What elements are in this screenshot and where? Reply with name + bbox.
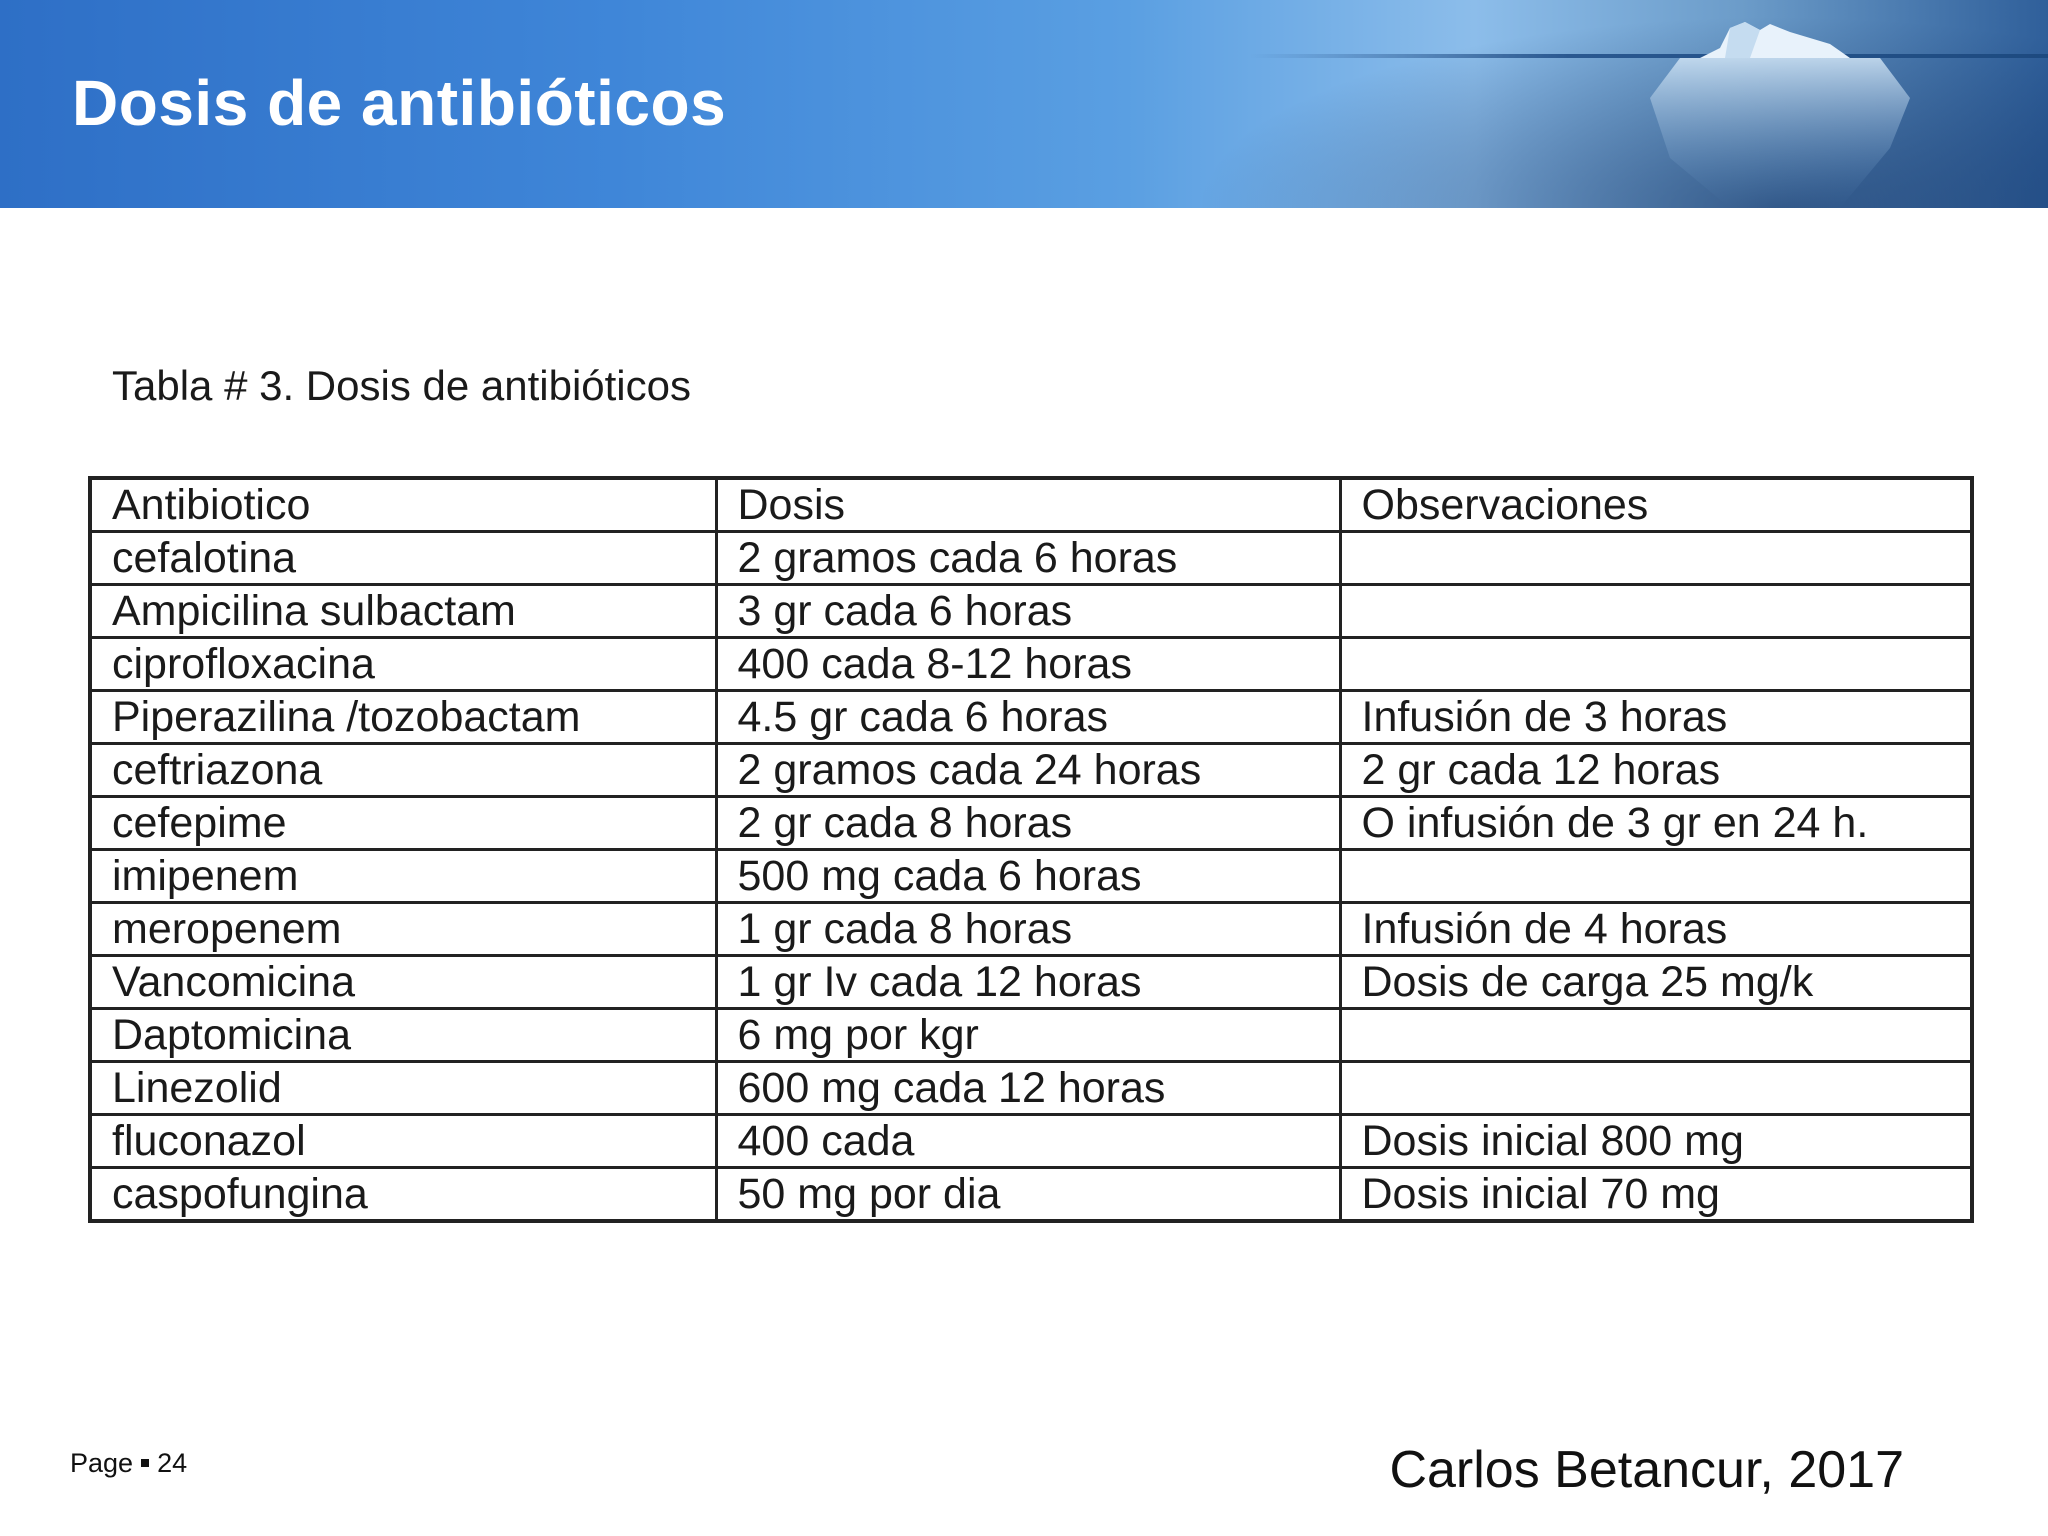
cell-observaciones <box>1340 638 1972 691</box>
cell-observaciones: O infusión de 3 gr en 24 h. <box>1340 797 1972 850</box>
cell-antibiotico: ciprofloxacina <box>90 638 716 691</box>
cell-dosis: 3 gr cada 6 horas <box>716 585 1340 638</box>
cell-observaciones <box>1340 850 1972 903</box>
cell-dosis: 1 gr Iv cada 12 horas <box>716 956 1340 1009</box>
cell-dosis: 400 cada 8-12 horas <box>716 638 1340 691</box>
antibiotic-dose-table <box>88 476 1974 1223</box>
cell-dosis: 2 gr cada 8 horas <box>716 797 1340 850</box>
header-observaciones: Observaciones <box>1340 478 1972 532</box>
cell-observaciones: Infusión de 3 horas <box>1340 691 1972 744</box>
cell-antibiotico: fluconazol <box>90 1115 716 1168</box>
table-row <box>90 585 1972 638</box>
cell-antibiotico: meropenem <box>90 903 716 956</box>
table-row <box>90 691 1972 744</box>
cell-antibiotico: Piperazilina /tozobactam <box>90 691 716 744</box>
cell-antibiotico: caspofungina <box>90 1168 716 1222</box>
cell-antibiotico: imipenem <box>90 850 716 903</box>
cell-dosis: 6 mg por kgr <box>716 1009 1340 1062</box>
cell-antibiotico: ceftriazona <box>90 744 716 797</box>
header-banner <box>0 0 2048 208</box>
table-row <box>90 744 1972 797</box>
table-row <box>90 1062 1972 1115</box>
cell-antibiotico: Ampicilina sulbactam <box>90 585 716 638</box>
page-label: Page <box>70 1448 134 1478</box>
table-caption: Tabla # 3. Dosis de antibióticos <box>112 362 691 409</box>
iceberg-underwater-image <box>1640 58 1920 208</box>
cell-observaciones: Dosis inicial 70 mg <box>1340 1168 1972 1222</box>
author-credit: Carlos Betancur, 2017 <box>1389 1441 1904 1499</box>
cell-observaciones <box>1340 1009 1972 1062</box>
cell-dosis: 500 mg cada 6 horas <box>716 850 1340 903</box>
cell-observaciones: Dosis de carga 25 mg/k <box>1340 956 1972 1009</box>
page-number <box>70 1448 187 1479</box>
table-row <box>90 956 1972 1009</box>
table-row <box>90 638 1972 691</box>
cell-antibiotico: cefepime <box>90 797 716 850</box>
page-number-value: 24 <box>157 1448 188 1478</box>
cell-observaciones: Dosis inicial 800 mg <box>1340 1115 1972 1168</box>
cell-antibiotico: Vancomicina <box>90 956 716 1009</box>
page-bullet-icon <box>141 1459 149 1467</box>
cell-antibiotico: cefalotina <box>90 532 716 585</box>
table-row <box>90 850 1972 903</box>
cell-dosis: 400 cada <box>716 1115 1340 1168</box>
cell-antibiotico: Linezolid <box>90 1062 716 1115</box>
header-dosis: Dosis <box>716 478 1340 532</box>
cell-dosis: 50 mg por dia <box>716 1168 1340 1222</box>
cell-dosis: 4.5 gr cada 6 horas <box>716 691 1340 744</box>
cell-observaciones <box>1340 532 1972 585</box>
cell-observaciones: Infusión de 4 horas <box>1340 903 1972 956</box>
header-antibiotico: Antibiotico <box>90 478 716 532</box>
table-row <box>90 903 1972 956</box>
cell-observaciones <box>1340 585 1972 638</box>
table-row <box>90 1009 1972 1062</box>
cell-dosis: 2 gramos cada 6 horas <box>716 532 1340 585</box>
cell-observaciones: 2 gr cada 12 horas <box>1340 744 1972 797</box>
table-header-row <box>90 478 1972 532</box>
table-row <box>90 532 1972 585</box>
cell-dosis: 600 mg cada 12 horas <box>716 1062 1340 1115</box>
cell-dosis: 1 gr cada 8 horas <box>716 903 1340 956</box>
cell-antibiotico: Daptomicina <box>90 1009 716 1062</box>
table-row <box>90 797 1972 850</box>
table-row <box>90 1115 1972 1168</box>
slide-title: Dosis de antibióticos <box>72 67 727 139</box>
iceberg-tip-image <box>1700 18 1850 60</box>
cell-observaciones <box>1340 1062 1972 1115</box>
table-body <box>90 532 1972 1222</box>
cell-dosis: 2 gramos cada 24 horas <box>716 744 1340 797</box>
table-row <box>90 1168 1972 1222</box>
